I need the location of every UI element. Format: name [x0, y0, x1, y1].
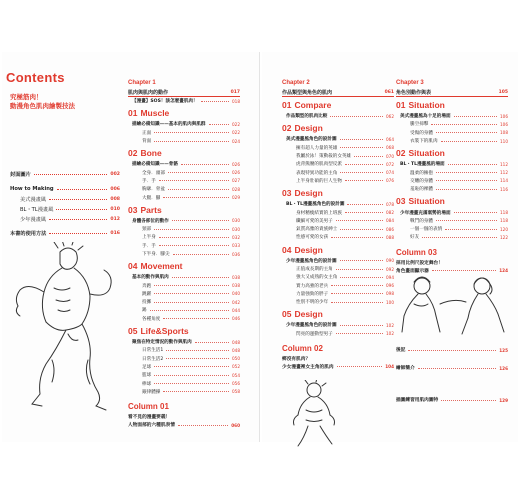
toc-entry[interactable] — [128, 290, 240, 298]
toc-entry[interactable] — [282, 330, 394, 338]
chapter-2-label: Chapter 2 — [282, 80, 310, 86]
toc-entry-page: 122 — [500, 234, 508, 240]
tagline-line-1: 究極筋肉！ — [10, 93, 43, 101]
toc-entry[interactable] — [128, 233, 240, 241]
toc-entry-label: 性感可愛的女孩 — [296, 235, 329, 241]
section-number: 04 — [282, 244, 292, 255]
toc-entry[interactable] — [396, 208, 508, 216]
toc-entry-page: 064 — [386, 136, 394, 142]
section-name: Compare — [294, 100, 332, 110]
toc-entry[interactable] — [282, 298, 394, 306]
toc-entry[interactable] — [128, 355, 240, 363]
toc-entry-label: 交纏的身體 — [410, 178, 433, 184]
column-01-line: 看不見的漫畫要義！ — [128, 415, 171, 421]
toc-entry-label: 少年漫畫風角色的設計圖 — [286, 258, 337, 264]
usage-item[interactable]: 本書的使用方法 016 — [10, 230, 120, 237]
toc-entry[interactable] — [128, 185, 240, 193]
section-heading — [128, 261, 240, 273]
column-02-item[interactable]: 少女漫畫裡女主角的肌肉 104 — [282, 364, 394, 370]
toc-entry[interactable] — [128, 379, 240, 387]
toc-entry[interactable] — [282, 265, 394, 273]
toc-entry-label: 身體各部位的動作 — [132, 218, 169, 224]
section-number: 04 — [128, 261, 138, 272]
toc-entry[interactable] — [128, 346, 240, 354]
toc-entry-page: 118 — [500, 210, 508, 216]
toc-entry[interactable] — [282, 177, 394, 185]
chapter-3-toc — [396, 80, 508, 275]
section-name: Muscle — [140, 108, 170, 119]
chapter-1-sections — [128, 108, 240, 396]
front-matter-list — [10, 169, 120, 238]
toc-entry-label: 氣質高雅的貴族紳士 — [296, 227, 338, 233]
section-number: 02 — [282, 123, 292, 134]
toc-entry-page: 100 — [386, 299, 394, 305]
toc-entry-label: 我屬於泳！策動殺的女英雄 — [296, 154, 352, 160]
chapter-3-sections — [396, 100, 508, 242]
section-heading — [128, 326, 240, 338]
toc-entry-label: 各種角度 — [142, 316, 161, 322]
toc-entry-page: 048 — [232, 347, 240, 353]
toc-entry[interactable] — [128, 250, 240, 258]
toc-entry-label: 正面 — [142, 130, 152, 136]
book-spread — [0, 52, 520, 442]
back-matter-list — [396, 346, 508, 404]
toc-entry-label: 溫柔的擁抱 — [410, 170, 433, 176]
front-matter-item[interactable]: BL・TL漫畫風 010 — [20, 206, 120, 213]
toc-entry-page: 076 — [386, 178, 394, 184]
toc-entry-page: 086 — [386, 226, 394, 232]
toc-entry-label: 少年漫畫充滿氣勢的場面 — [400, 210, 451, 216]
section-heading — [282, 123, 394, 135]
toc-entry-page: 106 — [500, 113, 508, 119]
toc-entry[interactable] — [396, 112, 508, 120]
toc-entry[interactable] — [282, 257, 394, 265]
toc-entry-page: 058 — [232, 389, 240, 395]
section-name: Design — [294, 309, 323, 320]
section-number: 05 — [282, 309, 292, 320]
toc-entry-label: BL・TL漫畫風的場面 — [400, 162, 445, 168]
section-number: 03 — [128, 204, 138, 215]
toc-entry-label: 力量強勁的胖子 — [296, 291, 329, 297]
tagline-line-2: 動漫角色肌肉繪製技法 — [10, 102, 75, 110]
toc-entry-page: 112 — [500, 161, 508, 167]
toc-entry-page: 120 — [500, 226, 508, 232]
toc-entry-label: 描繪必備知識——骨骼 — [132, 162, 178, 168]
toc-entry[interactable] — [396, 137, 508, 145]
toc-entry-page: 044 — [232, 307, 240, 313]
toc-entry[interactable] — [282, 225, 394, 233]
toc-entry-label: 閃亮的運動型男子 — [296, 331, 333, 337]
toc-entry-page: 052 — [232, 364, 240, 370]
runner-illustration — [286, 380, 346, 450]
column-03-head: Column 03 — [396, 247, 437, 257]
toc-entry-page: 050 — [232, 356, 240, 362]
toc-entry-label: 羞恥的裸體 — [410, 187, 433, 193]
chapter-3-title[interactable]: 角色別動作與表 105 — [396, 89, 508, 96]
toc-entry-page: 024 — [232, 138, 240, 144]
toc-entry-page: 074 — [386, 170, 394, 176]
toc-entry-page: 033 — [232, 243, 240, 249]
toc-entry-page: 022 — [232, 121, 240, 127]
toc-entry[interactable] — [282, 233, 394, 241]
toc-entry[interactable] — [128, 338, 240, 346]
toc-entry-page: 070 — [386, 153, 394, 159]
section-number: 02 — [396, 148, 406, 159]
toc-entry-label: 一個一個的表情 — [410, 227, 443, 233]
toc-entry-label: 銀律體操 — [142, 389, 161, 395]
section-number: 01 — [396, 100, 406, 110]
toc-entry[interactable] — [396, 160, 508, 168]
toc-entry-label: 奔跑 — [142, 283, 152, 289]
toc-entry[interactable] — [282, 208, 394, 216]
toc-entry[interactable] — [128, 388, 240, 396]
section-name: Movement — [140, 261, 183, 272]
toc-entry-label: 少年漫畫風角色的設計圖 — [286, 323, 337, 329]
toc-entry-page: 092 — [386, 266, 394, 272]
toc-entry-page: 027 — [232, 178, 240, 184]
toc-entry[interactable] — [282, 290, 394, 298]
toc-entry-page: 030 — [232, 218, 240, 224]
toc-entry-label: 基本的動作與肌肉 — [132, 275, 169, 281]
toc-entry-label: 好友 — [410, 235, 420, 241]
column-02-line: 鄉沒有肌肉？ — [282, 356, 311, 362]
toc-entry[interactable] — [128, 177, 240, 185]
toc-entry[interactable] — [396, 129, 508, 137]
toc-entry[interactable] — [282, 217, 394, 225]
toc-entry-page: 062 — [386, 113, 394, 119]
left-page — [2, 52, 260, 442]
toc-entry-label: 足球 — [142, 364, 152, 370]
toc-entry-page: 042 — [232, 299, 240, 305]
toc-entry-label: 日常生活1 — [142, 348, 164, 354]
chapter-1-label: Chapter 1 — [128, 80, 156, 86]
toc-entry-label: 戰鬥的身體 — [410, 218, 433, 224]
toc-entry-label: 騰空掃擊 — [410, 122, 429, 128]
section-heading — [128, 205, 240, 217]
back-matter-item[interactable]: 繪師簡介 126 — [396, 365, 508, 371]
toc-entry-page: 116 — [500, 186, 508, 192]
toc-entry-page: 026 — [232, 161, 240, 167]
toc-entry-page: 038 — [232, 283, 240, 289]
toc-entry[interactable] — [128, 242, 240, 250]
toc-entry-page: 022 — [232, 130, 240, 136]
toc-entry[interactable] — [396, 177, 508, 185]
section-number: 03 — [282, 188, 292, 199]
toc-entry[interactable] — [128, 298, 240, 306]
column-03 — [396, 248, 508, 275]
toc-entry-label: 全身．頭部 — [142, 170, 165, 176]
toc-entry[interactable] — [128, 225, 240, 233]
toc-entry-page: 040 — [232, 291, 240, 297]
toc-entry-label: 手．手 — [142, 243, 156, 249]
toc-entry[interactable] — [128, 160, 240, 168]
toc-entry[interactable] — [128, 363, 240, 371]
toc-entry-page: 096 — [386, 283, 394, 289]
toc-entry-page: 078 — [386, 201, 394, 207]
toc-entry[interactable] — [282, 281, 394, 289]
section-heading — [396, 100, 508, 112]
column-01-head: Column 01 — [128, 402, 169, 412]
toc-entry-label: 上半身壯碩的巨人生物 — [296, 178, 342, 184]
toc-entry[interactable] — [128, 137, 240, 145]
toc-entry-label: 性別不明的少年 — [296, 300, 329, 306]
back-matter-item[interactable]: 後記 125 — [396, 347, 508, 353]
toc-entry-label: 背面 — [142, 139, 152, 145]
toc-entry-page: 036 — [232, 251, 240, 257]
chapter-1-toc — [128, 80, 240, 429]
toc-entry[interactable] — [282, 152, 394, 160]
toc-entry[interactable] — [396, 225, 508, 233]
toc-entry[interactable] — [128, 306, 240, 314]
toc-entry-label: 強大又成熟的女主角 — [296, 275, 338, 281]
section-heading — [282, 100, 394, 112]
fighting-characters-illustration — [400, 274, 510, 344]
toc-entry-label: 手．手 — [142, 178, 156, 184]
toc-entry-label: 正值成長期的主角 — [296, 267, 333, 272]
chapter-2-sections — [282, 100, 394, 338]
toc-entry[interactable] — [396, 168, 508, 176]
section-heading — [282, 309, 394, 321]
toc-entry-label: 描繪必備知識——基本的肌肉與肌群 — [132, 122, 206, 128]
toc-entry[interactable] — [396, 233, 508, 241]
section-heading — [396, 196, 508, 208]
toc-entry[interactable] — [282, 168, 394, 176]
section-name: Design — [294, 188, 323, 199]
section-number: 03 — [396, 196, 406, 207]
toc-entry-label: 日常生活2 — [142, 356, 164, 362]
section-name: Situation — [408, 196, 445, 207]
toc-entry-page: 068 — [386, 145, 394, 151]
toc-entry[interactable] — [282, 112, 394, 120]
toc-entry-label: 衣裝下的肌肉 — [410, 139, 438, 145]
toc-entry-page: 098 — [386, 291, 394, 297]
toc-entry-label: 虎背熊腰的肌肉型反派 — [296, 162, 342, 168]
column-03-line: 採用比例尺設定舞台！ — [396, 260, 443, 266]
toc-entry[interactable] — [128, 193, 240, 201]
toc-entry-label: 頸部 — [142, 227, 152, 233]
section-heading — [128, 108, 240, 120]
toc-entry-label: 聚焦在特定情況的動作與肌肉 — [132, 340, 192, 346]
column-01-item[interactable]: 人物面部的六種肌表情 060 — [128, 422, 240, 429]
toc-entry-page: 106 — [500, 121, 508, 127]
back-matter-item[interactable]: 插圖練習用肌肉圖特 129 — [396, 397, 508, 403]
chapter-1-intro[interactable]: 【漫畫】SOS！該怎麼畫肌肉！ 018 — [132, 98, 240, 105]
toc-entry-page: 102 — [386, 331, 394, 337]
toc-entry[interactable] — [128, 120, 240, 128]
front-matter-item[interactable]: 少年漫畫風 012 — [20, 216, 120, 223]
front-matter-item[interactable]: 封面圖片 002 — [10, 171, 120, 178]
toc-entry-label: 美式漫畫風為十足的場面 — [400, 114, 451, 120]
toc-entry-label: 跳躍 — [142, 291, 152, 297]
toc-entry-page: 038 — [232, 274, 240, 280]
toc-entry[interactable] — [128, 371, 240, 379]
toc-entry[interactable] — [282, 200, 394, 208]
toc-entry-page: 029 — [232, 195, 240, 201]
toc-entry[interactable] — [282, 321, 394, 329]
column-02 — [282, 344, 394, 371]
toc-entry-label: 踢 — [142, 308, 147, 314]
front-matter-item[interactable]: How to Making 006 — [10, 186, 120, 192]
toc-entry-label: 身材精瘦結實的上班族 — [296, 210, 342, 216]
toc-entry-label: 下半身．腳尖 — [142, 252, 170, 257]
toc-entry-label: 胸廓．骨盆 — [142, 187, 165, 193]
toc-entry[interactable] — [128, 168, 240, 176]
toc-entry[interactable] — [128, 273, 240, 281]
toc-entry-page: 084 — [386, 218, 394, 224]
toc-entry-label: 擁有超人力量的英雄 — [296, 145, 338, 151]
toc-entry[interactable] — [282, 144, 394, 152]
toc-entry-page: 072 — [386, 161, 394, 167]
toc-entry[interactable] — [396, 185, 508, 193]
toc-entry[interactable] — [396, 217, 508, 225]
toc-entry[interactable] — [128, 281, 240, 289]
section-heading — [128, 148, 240, 160]
toc-entry-label: 纖細可愛的美男子 — [296, 218, 333, 224]
section-number: 05 — [128, 325, 138, 336]
toc-entry-label: 上半身 — [142, 235, 156, 241]
section-heading — [282, 188, 394, 200]
toc-entry-label: 籃球 — [142, 373, 152, 379]
section-name: Design — [294, 123, 323, 134]
toc-entry-label: BL・TL漫畫風角色的設計圖 — [286, 202, 345, 208]
toc-entry-page: 032 — [232, 234, 240, 240]
toc-entry-page: 046 — [232, 316, 240, 322]
toc-entry-label: 受傷的身體 — [410, 130, 433, 136]
section-name: Bone — [140, 148, 162, 159]
chapter-2-toc — [282, 80, 394, 371]
toc-entry[interactable] — [128, 217, 240, 225]
toc-entry[interactable] — [128, 129, 240, 137]
section-number: 01 — [282, 100, 292, 110]
column-02-head: Column 02 — [282, 343, 323, 353]
section-name: Situation — [408, 100, 445, 110]
toc-entry[interactable] — [282, 160, 394, 168]
contents-title: Contents — [6, 70, 65, 85]
toc-entry[interactable] — [282, 135, 394, 143]
toc-entry-page: 102 — [386, 322, 394, 328]
toc-entry-page: 114 — [500, 178, 508, 184]
toc-entry-page: 028 — [232, 186, 240, 192]
toc-entry-page: 082 — [386, 210, 394, 216]
toc-entry[interactable] — [282, 273, 394, 281]
column-03-item[interactable]: 角色畫面顯示器 124 — [396, 268, 508, 274]
running-figure-illustration — [12, 242, 122, 432]
toc-entry-page: 048 — [232, 339, 240, 345]
toc-entry-page: 110 — [500, 138, 508, 144]
toc-entry-page: 118 — [500, 218, 508, 224]
section-heading — [282, 245, 394, 257]
section-name: Life&Sports — [140, 325, 189, 336]
toc-entry-page: 056 — [232, 381, 240, 387]
toc-entry-page: 054 — [232, 372, 240, 378]
section-number: 02 — [128, 148, 138, 159]
toc-entry[interactable] — [128, 315, 240, 323]
front-matter-item[interactable]: 美式漫畫風 008 — [20, 196, 120, 203]
section-number: 01 — [128, 108, 138, 119]
toc-entry-page: 026 — [232, 170, 240, 176]
toc-entry-page: 090 — [386, 258, 394, 264]
toc-entry-label: 棒球 — [142, 381, 152, 387]
toc-entry[interactable] — [396, 120, 508, 128]
toc-entry-label: 投擲 — [142, 300, 152, 306]
toc-entry-label: 實力高強的老兵 — [296, 283, 329, 289]
chapter-3-label: Chapter 3 — [396, 80, 424, 86]
section-heading — [396, 148, 508, 160]
toc-entry-label: 作品類型的肌肉比較 — [286, 114, 328, 120]
toc-entry-page: 108 — [500, 130, 508, 136]
toc-entry-page: 112 — [500, 170, 508, 176]
section-name: Design — [294, 244, 323, 255]
toc-entry-label: 大腿．腳 — [142, 195, 161, 201]
toc-entry-page: 094 — [386, 274, 394, 280]
toc-entry-label: 美式漫畫風角色的設計圖 — [286, 137, 337, 143]
section-name: Situation — [408, 148, 445, 159]
chapter-2-title[interactable]: 作品類型與角色的肌肉 061 — [282, 89, 394, 96]
toc-entry-label: 表現特異功能的主角 — [296, 170, 338, 176]
toc-entry-page: 088 — [386, 234, 394, 240]
toc-entry-page: 030 — [232, 226, 240, 232]
chapter-1-title[interactable]: 肌肉與肌肉的動作 017 — [128, 89, 240, 96]
section-name: Parts — [140, 204, 162, 215]
column-01 — [128, 402, 240, 429]
